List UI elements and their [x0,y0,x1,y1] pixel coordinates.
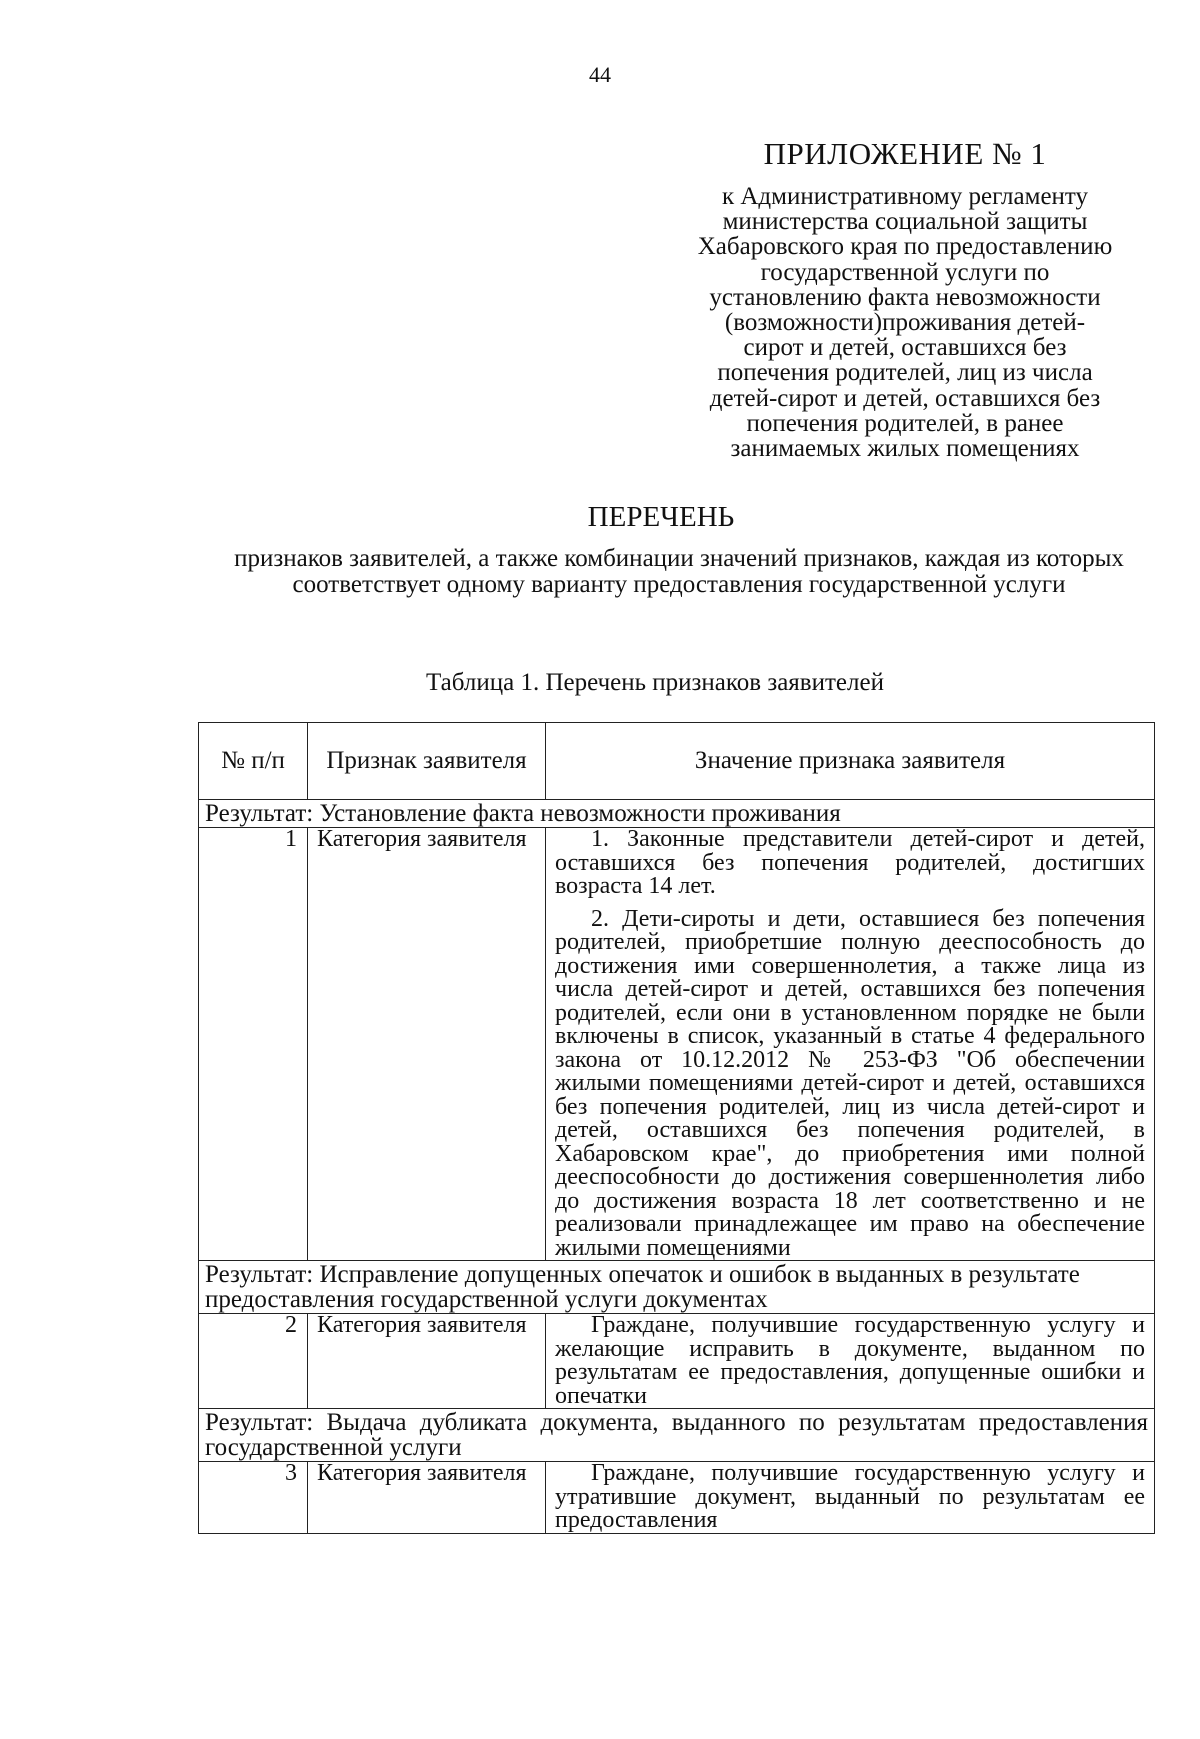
header-value: Значение признака заявителя [546,723,1155,800]
appendix-subtitle-line: занимаемых жилых помещениях [730,435,1080,463]
table-row [199,828,1155,1261]
row-feature: Категория заявителя [308,828,546,1261]
value-item: 1. Законные представители детей-сирот и детей, оставшихся без попечения родителей, достигших возраста 14 лет. [555,826,1145,899]
appendix-subtitle-line: Хабаровского края по предоставлению [697,233,1113,261]
appendix-subtitle-line: (возможности)проживания детей- [724,309,1086,337]
table-header-row [199,723,1155,800]
appendix-subtitle-line: к Административному регламенту [721,183,1089,210]
row-feature: Категория заявителя [308,1314,546,1409]
result-row [199,800,1155,828]
list-subtitle: признаков заявителей, а также комбинации значений признаков, каждая из которых соответствует одному варианту предоставления государственной услуги [234,545,1124,598]
result-row [199,1261,1155,1314]
table-row [199,1314,1155,1409]
header-number: № п/п [199,723,308,800]
appendix-subtitle-line: сирот и детей, оставшихся без [743,334,1067,362]
table-row [199,1462,1155,1534]
header-feature: Признак заявителя [308,723,546,800]
result-row [199,1409,1155,1462]
row-number: 2 [199,1314,308,1409]
applicant-features-table [198,722,1155,1534]
appendix-title: ПРИЛОЖЕНИЕ № 1 [763,136,1047,171]
appendix-subtitle-line: министерства социальной защиты [722,208,1088,236]
result-correction: Результат: Исправление допущенных опечаток и ошибок в выданных в результате предоставления государственной услуги документах [199,1261,1155,1314]
appendix-subtitle-line: попечения родителей, лиц из числа [717,359,1093,387]
list-title: ПЕРЕЧЕНЬ [587,501,735,533]
appendix-subtitle-line: государственной услуги по [760,258,1050,286]
appendix-subtitle-line: детей-сирот и детей, оставшихся без [709,384,1101,412]
appendix-subtitle-line: попечения родителей, в ранее [746,409,1064,437]
appendix-subtitle [620,184,1190,461]
row-value: Граждане, получившие государственную услугу и утратившие документ, выданный по результатам ее предоставления [546,1462,1155,1534]
row-number: 3 [199,1462,308,1534]
row-value: Граждане, получившие государственную услугу и желающие исправить в документе, выданном по результатам ее предоставления, допущенные ошибки и опечатки [546,1314,1155,1409]
table-caption: Таблица 1. Перечень признаков заявителей [426,669,884,696]
appendix-subtitle-line: установлению факта невозможности [709,283,1101,311]
result-establishment: Результат: Установление факта невозможности проживания [199,800,1155,828]
result-duplicate: Результат: Выдача дубликата документа, выданного по результатам предоставления государственной услуги [199,1409,1155,1462]
value-item: 2. Дети-сироты и дети, оставшиеся без попечения родителей, приобретшие полную дееспособность до достижения ими совершеннолетия, а также лица из числа детей-сирот и детей, оставшихся без попечения родителей, если они в установленном порядке не были включены в список, указанный в статье 4 федерального закона от 10.12.2012 № 253-ФЗ "Об обеспечении жилыми помещениями детей-сирот и детей, оставшихся без попечения родителей, лиц из числа детей-сирот и детей, оставшихся без попечения родителей, в Хабаровском крае", до приобретения ими полной дееспособности до достижения совершеннолетия либо до достижения возраста 18 лет соответственно и не реализовали принадлежащее им право на обеспечение жилыми помещениями [555,905,1145,1261]
row-number: 1 [199,828,308,1261]
page-number: 44 [589,62,611,87]
row-value [546,828,1155,1261]
row-feature: Категория заявителя [308,1462,546,1534]
